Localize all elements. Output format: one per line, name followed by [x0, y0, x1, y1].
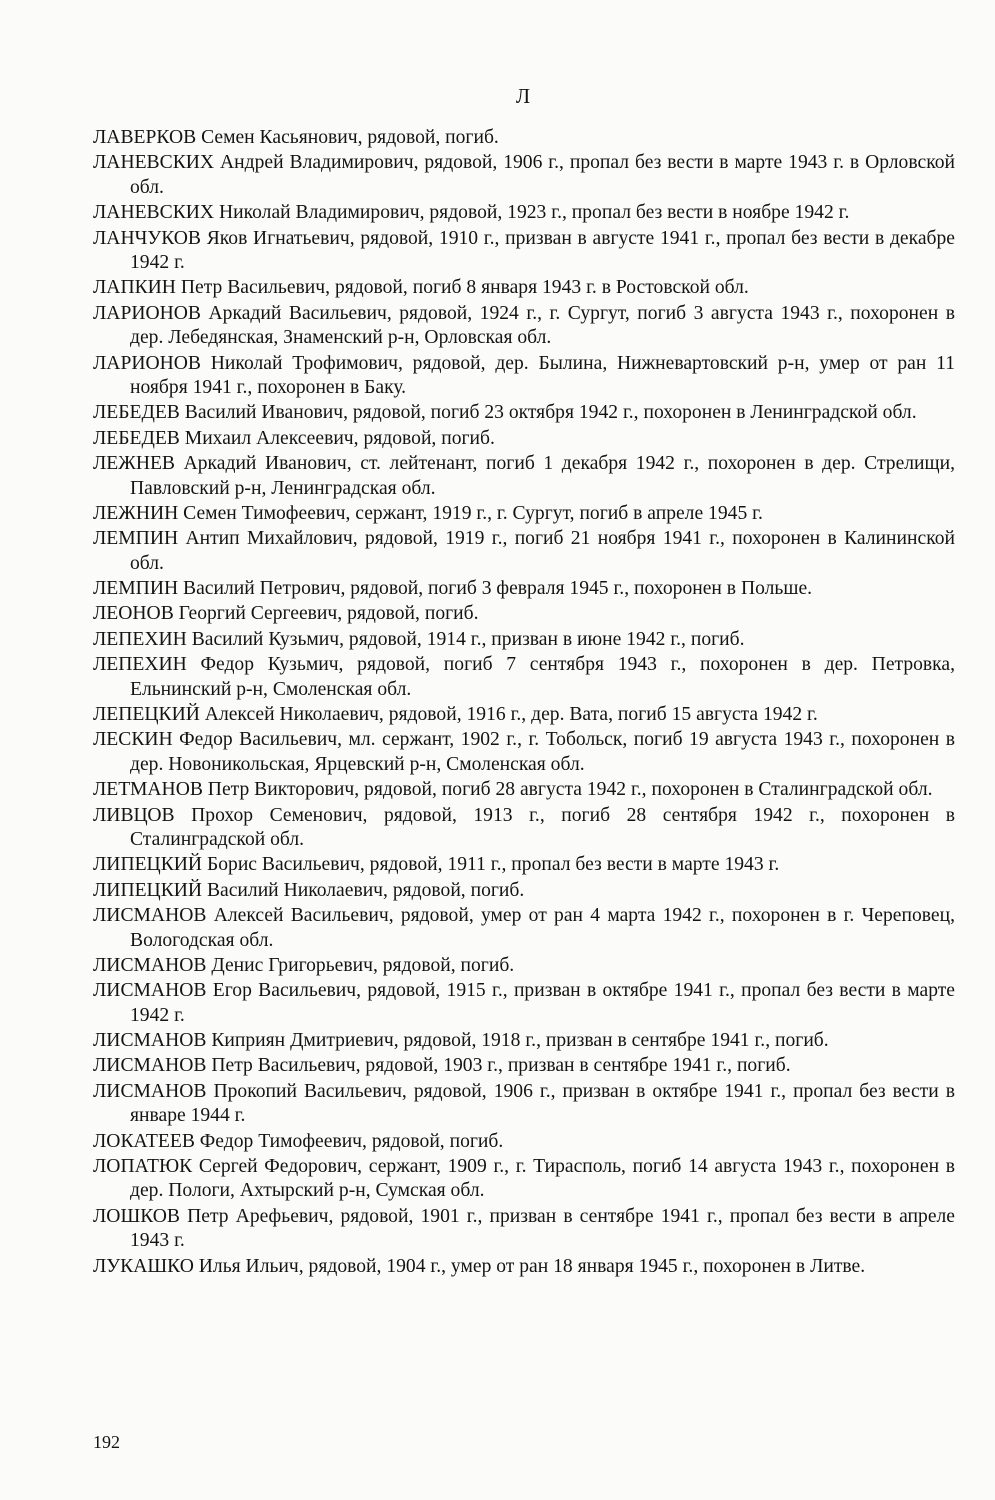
entry-item: ЛИСМАНОВ Алексей Васильевич, рядовой, умер от ран 4 марта 1942 г., похоронен в г. Череповец, Вологодская обл.: [93, 905, 955, 951]
entry-item: ЛИСМАНОВ Петр Васильевич, рядовой, 1903 г., призван в сентябре 1941 г., погиб.: [93, 1055, 791, 1077]
entry-item: ЛЕБЕДЕВ Василий Иванович, рядовой, погиб 23 октября 1942 г., похоронен в Ленинградской обл.: [93, 402, 917, 424]
entry-item: ЛИСМАНОВ Егор Васильевич, рядовой, 1915 г., призван в октябре 1941 г., пропал без вести в марте 1942 г.: [93, 980, 955, 1026]
entry-item: ЛИВЦОВ Прохор Семенович, рядовой, 1913 г., погиб 28 сентября 1942 г., похоронен в Сталинградской обл.: [93, 804, 955, 851]
entry-item: ЛЕМПИН Василий Петрович, рядовой, погиб 3 февраля 1945 г., похоронен в Польше.: [93, 578, 813, 600]
entry-item: ЛЕТМАНОВ Петр Викторович, рядовой, погиб 28 августа 1942 г., похоронен в Сталинградской обл.: [93, 779, 933, 801]
entry-item: ЛЕПЕХИН Василий Кузьмич, рядовой, 1914 г., призван в июне 1942 г., погиб.: [93, 628, 745, 650]
entry-item: ЛИПЕЦКИЙ Василий Николаевич, рядовой, погиб.: [93, 879, 525, 901]
entry-item: ЛЕСКИН Федор Васильевич, мл. сержант, 1902 г., г. Тобольск, погиб 19 августа 1943 г., похоронен в дер. Новоникольская, Ярцевский р-н, Смоленская обл.: [93, 729, 955, 775]
entry-item: ЛИСМАНОВ Прокопий Васильевич, рядовой, 1906 г., призван в октябре 1941 г., пропал без вести в январе 1944 г.: [93, 1080, 955, 1127]
entry-item: ЛАПКИН Петр Васильевич, рядовой, погиб 8 января 1943 г. в Ростовской обл.: [93, 277, 749, 299]
entry-item: ЛЕЖНИН Семен Тимофеевич, сержант, 1919 г., г. Сургут, погиб в апреле 1945 г.: [93, 502, 763, 524]
entry-item: ЛУКАШКО Илья Ильич, рядовой, 1904 г., умер от ран 18 января 1945 г., похоронен в Литве.: [93, 1255, 866, 1277]
entry-item: ЛИПЕЦКИЙ Борис Васильевич, рядовой, 1911 г., пропал без вести в марте 1943 г.: [93, 854, 780, 876]
entry-item: ЛЕПЕХИН Федор Кузьмич, рядовой, погиб 7 сентября 1943 г., похоронен в дер. Петровка, Ельнинский р-н, Смоленская обл.: [93, 654, 955, 700]
entry-list: [93, 126, 955, 1280]
entry-item: ЛЕЖНЕВ Аркадий Иванович, ст. лейтенант, погиб 1 декабря 1942 г., похоронен в дер. Стрелищи, Павловский р-н, Ленинградская обл.: [93, 453, 955, 499]
entry-item: ЛОШКОВ Петр Арефьевич, рядовой, 1901 г., призван в сентябре 1941 г., пропал без вести в апреле 1943 г.: [93, 1205, 955, 1252]
entry-item: ЛИСМАНОВ Киприян Дмитриевич, рядовой, 1918 г., призван в сентябре 1941 г., погиб.: [93, 1030, 829, 1052]
entry-item: ЛАВЕРКОВ Семен Касьянович, рядовой, погиб.: [93, 127, 499, 148]
entry-item: ЛАНЧУКОВ Яков Игнатьевич, рядовой, 1910 г., призван в августе 1941 г., пропал без вести в декабре 1942 г.: [93, 227, 955, 274]
entry-item: ЛЕБЕДЕВ Михаил Алексеевич, рядовой, погиб.: [93, 427, 495, 449]
entry-item: ЛАРИОНОВ Аркадий Васильевич, рядовой, 1924 г., г. Сургут, погиб 3 августа 1943 г., похоронен в дер. Лебедянская, Знаменский р-н, Орловская обл.: [93, 302, 955, 349]
section-letter-heading: Л: [515, 84, 531, 108]
entry-item: ЛЕПЕЦКИЙ Алексей Николаевич, рядовой, 1916 г., дер. Вата, погиб 15 августа 1942 г.: [93, 704, 818, 725]
entry-item: ЛАНЕВСКИХ Николай Владимирович, рядовой, 1923 г., пропал без вести в ноябре 1942 г.: [93, 202, 850, 224]
entry-item: ЛАНЕВСКИХ Андрей Владимирович, рядовой, 1906 г., пропал без вести в марте 1943 г. в Орловской обл.: [93, 152, 955, 198]
entry-item: ЛОПАТЮК Сергей Федорович, сержант, 1909 г., г. Тирасполь, погиб 14 августа 1943 г., похоронен в дер. Пологи, Ахтырский р-н, Сумская обл.: [93, 1155, 955, 1202]
page-number: 192: [93, 1432, 120, 1452]
entry-item: ЛЕОНОВ Георгий Сергеевич, рядовой, погиб.: [93, 603, 479, 625]
entry-item: ЛЕМПИН Антип Михайлович, рядовой, 1919 г., погиб 21 ноября 1941 г., похоронен в Калининской обл.: [93, 528, 955, 574]
entry-item: ЛОКАТЕЕВ Федор Тимофеевич, рядовой, погиб.: [93, 1130, 504, 1152]
entry-item: ЛИСМАНОВ Денис Григорьевич, рядовой, погиб.: [93, 954, 515, 976]
entry-item: ЛАРИОНОВ Николай Трофимович, рядовой, дер. Былина, Нижневартовский р-н, умер от ран 11 ноября 1941 г., похоронен в Баку.: [93, 352, 955, 399]
